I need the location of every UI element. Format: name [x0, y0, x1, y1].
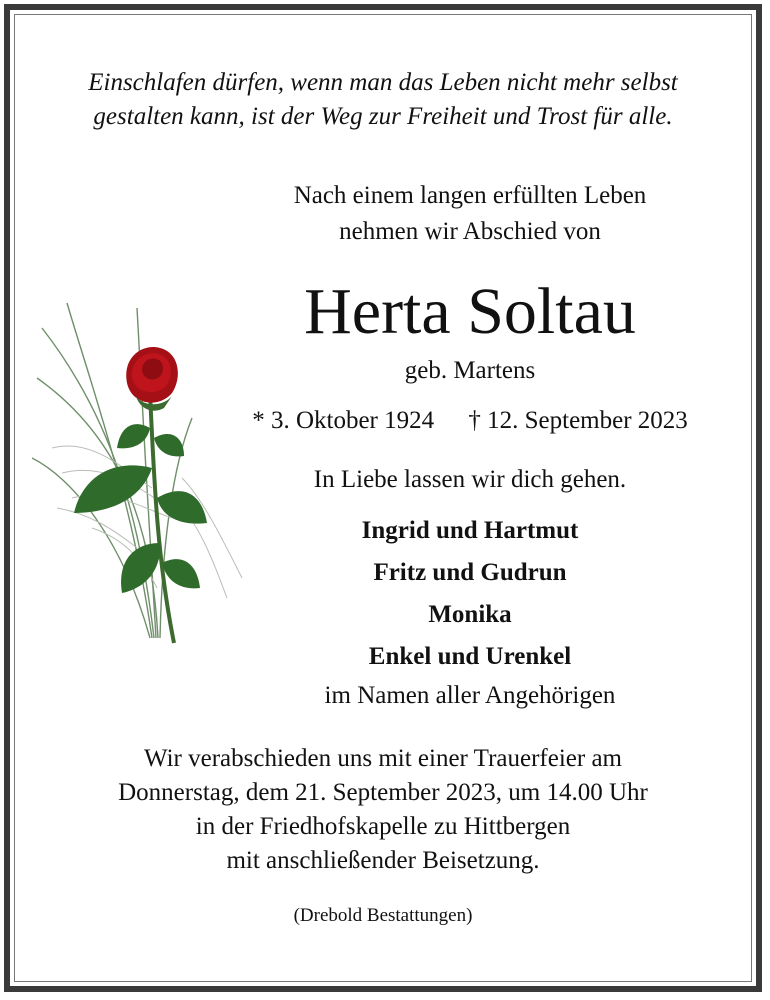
intro-line-1: Nach einem langen erfüllten Leben — [293, 182, 647, 209]
rose-bloom — [126, 347, 178, 411]
funeral-home: (Drebold Bestattungen) — [293, 905, 473, 926]
service-line-3: in der Friedhofskapelle zu Hittbergen — [195, 813, 571, 840]
family-member: Enkel und Urenkel — [368, 643, 572, 670]
birth-date: * 3. Oktober 1924 — [252, 407, 435, 434]
service-details — [10, 742, 756, 878]
intro-line-2: nehmen wir Abschied von — [339, 218, 601, 245]
rose-leaves — [74, 424, 207, 593]
service-line-2: Donnerstag, dem 21. September 2023, um 14.00 Uhr — [118, 779, 648, 806]
obituary-frame — [4, 4, 762, 992]
life-dates — [200, 404, 740, 438]
farewell-line: In Liebe lassen wir dich gehen. — [313, 466, 627, 493]
family-member: Monika — [428, 601, 512, 628]
death-date: † 12. September 2023 — [468, 407, 688, 434]
family-member: Ingrid und Hartmut — [361, 517, 579, 544]
maiden-name: geb. Martens — [404, 357, 536, 384]
family-member: Fritz und Gudrun — [373, 559, 567, 586]
quote-line-1: Einschlafen dürfen, wenn man das Leben nicht mehr selbst — [88, 69, 678, 96]
family-list — [200, 510, 740, 678]
service-line-1: Wir verabschieden uns mit einer Trauerfeier am — [144, 745, 622, 772]
deceased-name: Herta Soltau — [304, 275, 636, 348]
intro-text — [200, 178, 740, 250]
quote-line-2: gestalten kann, ist der Weg zur Freiheit und Trost für alle. — [93, 103, 673, 130]
quote — [10, 66, 756, 134]
relatives-line: im Namen aller Angehörigen — [324, 682, 616, 709]
service-line-4: mit anschließender Beisetzung. — [226, 847, 540, 874]
